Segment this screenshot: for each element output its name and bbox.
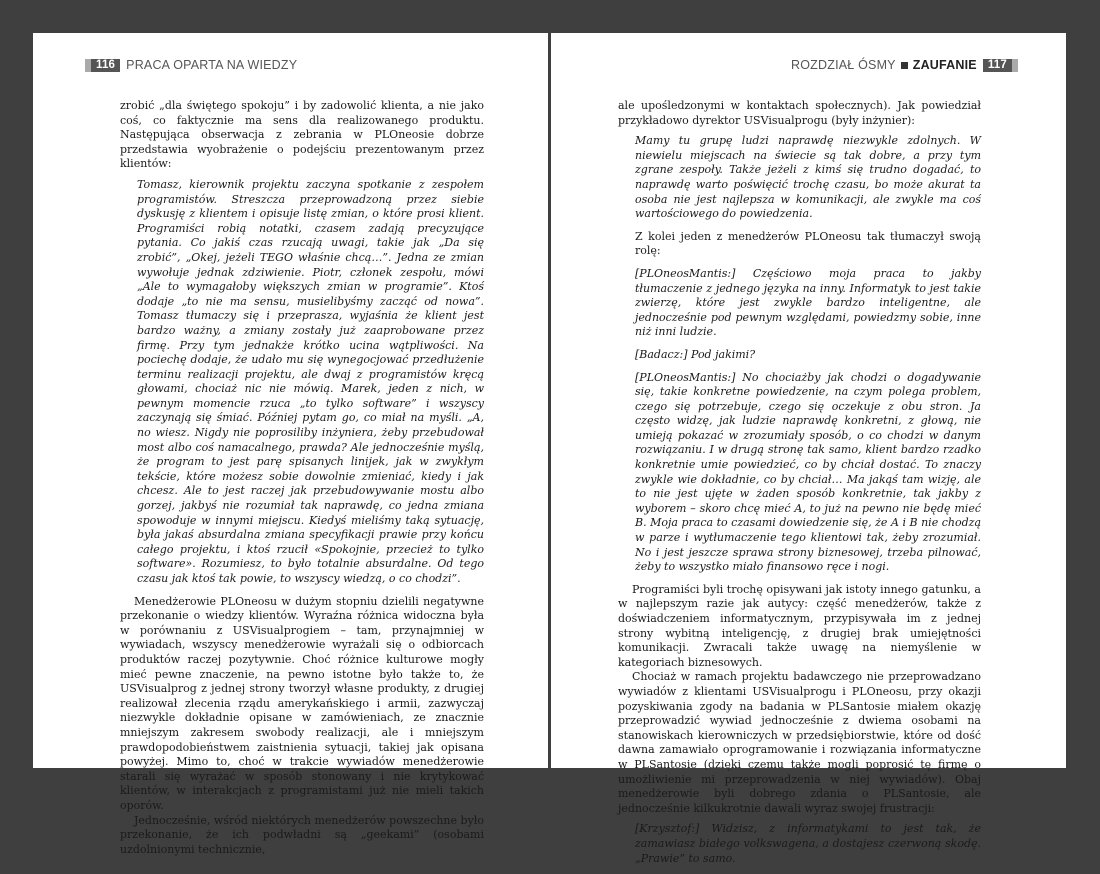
right-running-head-chapter: ROZDZIAŁ ÓSMY [791, 58, 896, 72]
quote-block: [Badacz:] Pod jakimi? [635, 347, 756, 361]
right-body-text [618, 99, 981, 874]
quote-block: [PLOneosMantis:] No chociażby jak chodzi o dogadywanie się, takie konkretne powiedzenie, na czym polega problem, czego się potrzebuje, czego się oczekuje z obu stron. Ja często widzę, jak ludzie naprawdę konkretni, z głową, nie umieją pokazać w zrozumiały sposób, o co chodzi w danym rozwiązaniu. I w drugą stronę tak samo, klient bardzo rzadko konkretnie umie powiedzieć, co by chciał dostać. To znaczy zwykle wie dokładnie, co by chciał… Ma jakąś tam wizję, ale to nie jest ujęte w żaden sposób konkretnie, tak jakby z wyborem – skoro chcę mieć A, to już na pewno nie będę mieć B. Moja praca to czasami dowiedzenie się, że A i B nie chodzą w parze i wytłumaczenie tego klientowi tak, żeby zrozumiał. No i jest jeszcze sprawa strony biznesowej, trzeba pilnować, żeby to wszystko miało finansowo ręce i nogi. [635, 370, 981, 574]
header-square-icon [901, 62, 908, 69]
paragraph: Jednocześnie, wśród niektórych menedżerów powszechne było przekonanie, że ich podwładni są „geekami” (osobami uzdolnionymi technicznie, [120, 813, 484, 856]
left-page [33, 33, 548, 856]
right-page-number: 117 [983, 59, 1012, 72]
paragraph: Chociaż w ramach projektu badawczego nie przeprowadzano wywiadów z klientami USVisualprogu i PLOneosu, przy okazji pozyskiwania zgody na badania w PLSantosie miałem okazję przeprowadzić wywiad jednocześnie z dwiema osobami na stanowiskach kierowniczych w przedsiębiorstwie, które od dość dawna zamawiało oprogramowanie i rozwiązania informatyczne w PLSantosie (dzięki czemu także mogli poprosić tę firmę o umożliwienie mi przeprowadzenia w niej wywiadów). Obaj menedżerowie byli dobrego zdania o PLSantosie, ale jednocześnie kilkukrotnie dawali wyraz swojej frustracji: [618, 670, 981, 815]
quote-block: [Krzysztof:] Widzisz, z informatykami to jest tak, że zamawiasz białego volkswagena, a dostajesz czerwoną skodę. „Prawie” to samo. [635, 822, 981, 865]
left-running-header [85, 58, 297, 72]
quote-block: Mamy tu grupę ludzi naprawdę niezwykle zdolnych. W niewielu miejscach na świecie są tak dobre, a przy tym zgrane zespoły. Także jeżeli z kimś się trudno dogadać, to naprawdę warto poświęcić trochę czasu, bo może akurat ta osoba nie jest najlepsza w komunikacji, ale zwykle ma coś wartościowego do powiedzenia. [635, 134, 981, 221]
quote-intro: Z kolei jeden z menedżerów PLOneosu tak tłumaczył swoją rolę: [635, 229, 981, 258]
header-decor-block [1012, 59, 1018, 72]
quote-block: [PLOneosMantis:] Częściowo moja praca to jakby tłumaczenie z jednego języka na inny. Informatyk to jest takie zwierzę, które jest zwykle bardzo inteligentne, ale jednocześnie pod pewnym względami, powiedzmy sobie, inne niż inni ludzie. [635, 266, 981, 339]
quote-block: Tomasz, kierownik projektu zaczyna spotkanie z zespołem programistów. Streszcza przeprowadzoną przez siebie dyskusję z klientem i opisuje listę zmian, o które prosi klient. Programiści robią notatki, czasem zadają precyzujące pytania. Co jakiś czas rzucają uwagi, takie jak „Da się zrobić”, „Okej, jeżeli TEGO właśnie chcą…”. Jedna ze zmian wywołuje jednak zdziwienie. Piotr, członek zespołu, mówi „Ale to wymagałoby większych zmian w programie”. Ktoś dodaje „to nie ma sensu, musielibyśmy zacząć od nowa”. Tomasz tłumaczy się i przeprasza, wyjaśnia że klient jest bardzo ważny, a zmiany zostały już zaaprobowane przez firmę. Przy tym jednakże krótko ucina wątpliwości. Na pociechę dodaje, że udało mu się wynegocjować przedłużenie terminu realizacji projektu, ale dwaj z programistów kręcą głowami, chociaż nic nie mówią. Marek, jeden z nich, w pewnym momencie rzuca „to tylko software” i wszyscy zaczynają się śmiać. Później pytam go, co miał na myśli. „A, no wiesz. Nigdy nie poprosiliby inżyniera, żeby przebudował most albo coś namacalnego, prawda? Ale jednocześnie myślą, że program to jest parę spisanych linijek, jak w zwykłym tekście, które możesz sobie dowolnie zmieniać, kiedy i jak chcesz. Ale to jest raczej jak przebudowywanie mostu albo gorzej, jakbyś nie rozumiał tak naprawdę, co jedna zmiana spowoduje w innymi miejscu. Kiedyś mieliśmy taką sytuację, była jakaś absurdalna zmiana specyfikacji prawie przy końcu całego projektu, i ktoś rzucił «Spokojnie, przecież to tylko software». Rozumiesz, to było totalnie absurdalne. Od tego czasu jak ktoś tak powie, to wszyscy wiedzą, o co chodzi”. [137, 177, 484, 585]
left-page-number: 116 [91, 59, 120, 72]
left-body-text [120, 99, 484, 857]
paragraph: zrobić „dla świętego spokoju” i by zadowolić klienta, a nie jako coś, co faktycznie ma sens dla realizowanego produktu. Następująca obserwacja z zebrania w PLOneosie dobrze przedstawia wyobrażenie o podejściu prezentowanym przez klientów: [120, 99, 484, 171]
right-running-head-title: ZAUFANIE [912, 58, 977, 72]
paragraph: Menedżerowie PLOneosu w dużym stopniu dzielili negatywne przekonanie o wiedzy klientów. Wyraźna różnica widoczna była w porównaniu z USVisualprogiem – tam, przynajmniej w wywiadach, wszyscy menedżerowie wyrażali się o odbiorcach produktów raczej pozytywnie. Choć różnice kulturowe mogły mieć pewne znaczenie, na pewno istotne było także to, że USVisualprog z jednej strony tworzył własne produkty, z drugiej realizował zlecenia rządu amerykańskiego i armii, zazwyczaj niezwykle dokładnie opisane w zamówieniach, ze znacznie mniejszym zakresem swobody realizacji, ale i mniejszym prawdopodobieństwem zaistnienia sytuacji, takiej jak opisana powyżej. Mimo to, choć w trakcie wywiadów menedżerowie starali się wyrażać w sposób stonowany i nie krytykować klientów, w interakcjach z programistami już nie mieli takich oporów. [120, 594, 484, 812]
paragraph: ale upośledzonymi w kontaktach społecznych). Jak powiedział przykładowo dyrektor USVisualprogu (były inżynier): [618, 99, 981, 127]
right-page [551, 33, 1066, 865]
left-running-head: PRACA OPARTA NA WIEDZY [126, 58, 298, 72]
paragraph: Programiści byli trochę opisywani jak istoty innego gatunku, a w najlepszym razie jak autycy: część menedżerów, także z doświadczeniem informatycznym, przypisywała im z jednej strony wybitną inteligencję, z drugiej brak umiejętności komunikacji. Zwracali także uwagę na niemyślenie w kategoriach biznesowych. [618, 582, 981, 669]
right-running-header [791, 58, 1018, 72]
